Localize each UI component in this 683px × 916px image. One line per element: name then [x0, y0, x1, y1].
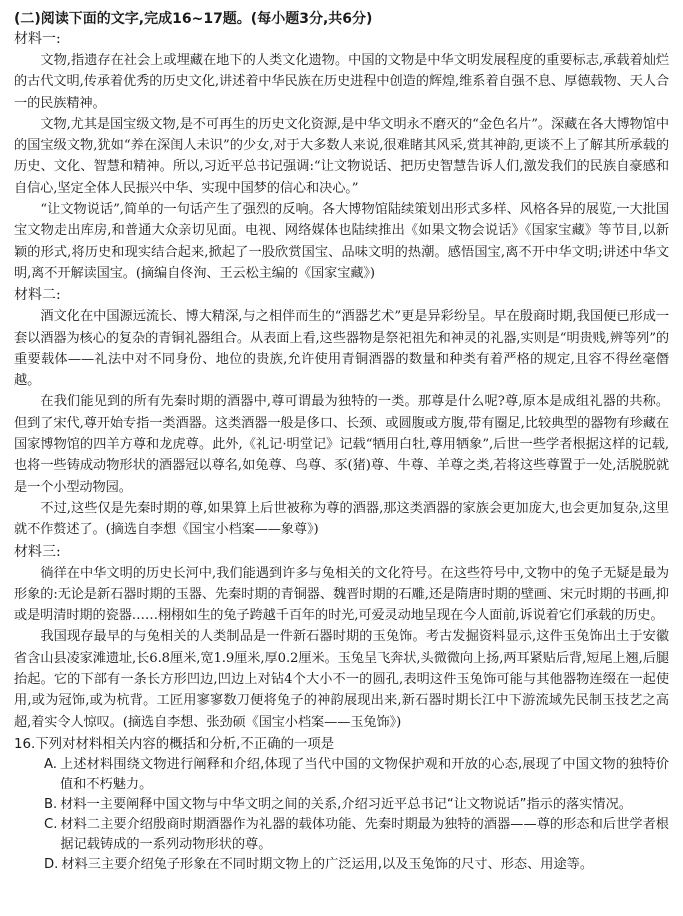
option-key: A. [44, 756, 57, 772]
option-text: 材料二主要介绍殷商时期酒器作为礼器的载体功能、先秦时期最为独特的酒器——尊的形态和后世学者根据记载铸成的一系列动物形状的尊。 [60, 816, 669, 852]
question-16 [14, 735, 669, 875]
option-a [44, 755, 669, 795]
option-text: 上述材料围绕文物进行阐释和介绍,体现了当代中国的文物保护观和开放的心态,展现了中国文物的独特价值和不朽魅力。 [59, 756, 669, 792]
option-text: 材料一主要阐释中国文物与中华文明之间的关系,介绍习近平总书记“让文物说话”指示的落实情况。 [60, 796, 632, 812]
option-d [44, 855, 669, 875]
paragraph: 徜徉在中华文明的历史长河中,我们能遇到许多与兔相关的文化符号。在这些符号中,文物中的兔子无疑是最为形象的:无论是新石器时期的玉器、先秦时期的青铜器、魏晋时期的石雕,还是隋唐时期的壁画、宋元时期的书画,抑或是明清时期的瓷器……栩栩如生的兔子跨越千百年的时光,可爱灵动地呈现在今人面前,诉说着它们承载的历史。 [14, 565, 669, 624]
question-stem: 16.下列对材料相关内容的概括和分析,不正确的一项是 [14, 736, 335, 752]
option-key: B. [44, 796, 58, 812]
paragraph: 酒文化在中国源远流长、博大精深,与之相伴而生的“酒器艺术”更是异彩纷呈。早在殷商时期,我国便已形成一套以酒器为核心的复杂的青铜礼器组合。从表面上看,这些器物是祭祀祖先和神灵的礼器,实则是“明贵贱,辨等列”的重要载体——礼法中对不同身份、地位的贵族,允许使用青铜酒器的数量和种类有着严格的规定,且容不得丝毫僭越。 [14, 309, 669, 389]
option-list [14, 755, 669, 875]
material-label: 材料二: [14, 287, 61, 304]
option-b [44, 795, 669, 815]
material-label: 材料一: [14, 31, 61, 47]
paragraph: 在我们能见到的所有先秦时期的酒器中,尊可谓最为独特的一类。那尊是什么呢?尊,原本是成组礼器的共称。但到了宋代,尊开始专指一类酒器。这类酒器一般是侈口、长颈、或圆腹或方腹,带有圈足,比较典型的器物有珍藏在国家博物馆的四羊方尊和龙虎尊。此外,《礼记·明堂记》记载“牺用白牡,尊用牺象”,后世一些学者根据这样的记载,也将一些铸成动物形状的酒器冠以尊名,如兔尊、鸟尊、豕(猪)尊、牛尊、羊尊之类,若将这些尊置于一处,活脱脱就是一个小型动物园。 [14, 394, 669, 495]
paragraph: 我国现存最早的与兔相关的人类制品是一件新石器时期的玉兔饰。考古发掘资料显示,这件玉兔饰出土于安徽省含山县凌家滩遗址,长6.8厘米,宽1.9厘米,厚0.2厘米。玉兔呈飞奔状,头微微向上扬,两耳紧贴后背,短尾上翘,后腿抬起。它的下部有一条长方形凹边,凹边上对钻4个大小不一的圆孔,表明这件玉兔饰可能与其他器物连缀在一起使用,或为冠饰,或为杭背。工匠用寥寥数刀便将兔子的神韵展现出来,新石器时期长江中下游流域先民制玉技艺之高超,着实令人惊叹。(摘选自李想、张劲硕《国宝小档案——玉兔饰》) [14, 629, 669, 730]
option-c [44, 815, 669, 855]
material-label: 材料三: [14, 543, 61, 560]
material-three [14, 543, 669, 733]
option-text: 材料三主要介绍兔子形象在不同时期文物上的广泛运用,以及玉兔饰的尺寸、形态、用途等。 [61, 856, 594, 872]
section-title: (二)阅读下面的文字,完成16~17题。(每小题3分,共6分) [14, 11, 373, 27]
material-one [14, 30, 669, 284]
paragraph: 文物,指遗存在社会上或埋藏在地下的人类文化遗物。中国的文物是中华文明发展程度的重要标志,承载着灿烂的古代文明,传承着优秀的历史文化,讲述着中华民族在历史进程中创造的辉煌,维系着自强不息、厚德载物、天人合一的民族精神。 [14, 53, 669, 111]
material-two [14, 286, 669, 540]
option-key: C. [44, 816, 58, 832]
paragraph: “让文物说话”,简单的一句话产生了强烈的反响。各大博物馆陆续策划出形式多样、风格各异的展览,一大批国宝文物走出库房,和普通大众亲切见面。电视、网络媒体也陆续推出《如果文物会说话》《国家宝藏》等节目,以新颖的形式,将历史和现实结合起来,掀起了一股欣赏国宝、品味文明的热潮。感悟国宝,离不开中华文明;讲述中华文明,离不开解读国宝。(摘编自佟洵、王云松主编的《国家宝藏》) [14, 202, 669, 281]
paragraph: 文物,尤其是国宝级文物,是不可再生的历史文化资源,是中华文明永不磨灭的“金色名片”。深藏在各大博物馆中的国宝级文物,犹如“养在深闺人未识”的少女,对于大多数人来说,很难睹其风采,赏其神韵,更谈不上了解其所承载的历史、文化、智慧和精神。所以,习近平总书记强调:“让文物说话、把历史智慧告诉人们,激发我们的民族自豪感和自信心,坚定全体人民振兴中华、实现中国梦的信心和决心。” [14, 116, 669, 196]
paragraph: 不过,这些仅是先秦时期的尊,如果算上后世被称为尊的酒器,那这类酒器的家族会更加庞大,也会更加复杂,这里就不作赘述了。(摘选自李想《国宝小档案——象尊》) [14, 500, 669, 538]
option-key: D. [44, 856, 59, 872]
